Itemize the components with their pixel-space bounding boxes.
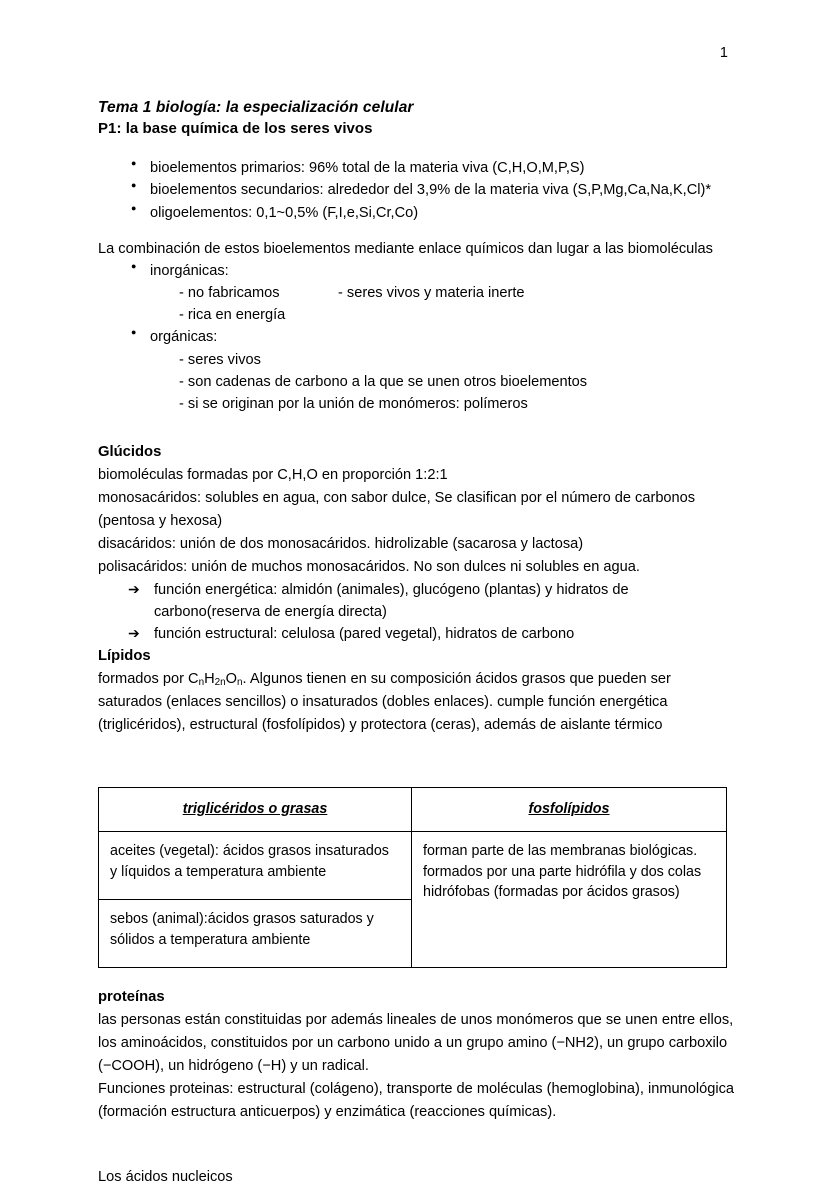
page-number: 1	[719, 45, 728, 61]
lipidos-heading: Lípidos	[98, 648, 151, 665]
proteinas-paragraph-2: Funciones proteinas: estructural (colágeno), transporte de moléculas (hemoglobina), inmunológica (formación estructura anticuerpos) y enzimática (reacciones químicas).	[98, 1080, 734, 1120]
table-header-row	[99, 787, 727, 831]
spacer	[98, 737, 738, 787]
table-cell-tallows: sebos (animal):ácidos grasos saturados y sólidos a temperatura ambiente	[99, 900, 412, 968]
glucidos-functions-list	[98, 579, 738, 646]
table-cell-phospholipids-description: forman parte de las membranas biológicas. formados por una parte hidrófila y dos colas hidrófobas (formadas por ácidos grasos)	[412, 832, 727, 968]
document-title: Tema 1 biología: la especialización celular	[98, 99, 414, 116]
table-header	[99, 787, 727, 831]
list-item: ● bioelementos primarios: 96% total de la materia viva (C,H,O,M,P,S)	[98, 157, 738, 179]
table-header-label: triglicéridos o grasas	[182, 800, 328, 817]
lipidos-formula-rest: . Algunos tienen en su composición ácidos grasos que pueden ser saturados (enlaces sencillos) o insaturados (dobles enlaces). cumple función energética (triglicéridos), estructural (fosfolípidos) y protectora (ceras), además de aislante térmico	[98, 670, 671, 733]
nucleic-acids-note: Los ácidos nucleicos	[98, 1168, 233, 1185]
lipidos-paragraph	[98, 668, 738, 737]
table-header-cell-phospholipids	[412, 787, 727, 831]
inorganic-detail-row	[98, 282, 738, 304]
proteinas-heading: proteínas	[98, 989, 165, 1006]
table-body	[99, 832, 727, 968]
organic-detail-1: - seres vivos	[179, 351, 261, 368]
glucidos-line-2: monosacáridos: solubles en agua, con sabor dulce, Se clasifican por el número de carbonos (pentosa y hexosa)	[98, 489, 696, 529]
lipidos-formula-sub-1: n	[198, 676, 205, 688]
biomolecules-list	[98, 260, 738, 282]
lipidos-formula-sub-3: n	[237, 676, 243, 688]
table-row	[99, 832, 727, 900]
spacer	[98, 1124, 738, 1166]
spacer	[98, 224, 738, 238]
inorganic-detail-col2: - seres vivos y materia inerte	[338, 285, 525, 302]
bioelements-list	[98, 157, 738, 224]
lipid-comparison-table	[98, 787, 727, 968]
list-item-arrow: ➔ función estructural: celulosa (pared vegetal), hidratos de carbono	[98, 623, 738, 645]
proteinas-paragraph-1: las personas están constituidas por además lineales de unos monómeros que se unen entre ellos, los aminoácidos, constituidos por un carbono unido a un grupo amino (−NH2), un grupo carboxilo (−COOH), un hidrógeno (−H) y un radical.	[98, 1011, 734, 1074]
list-item: ● bioelementos secundarios: alrededor del 3,9% de la materia viva (S,P,Mg,Ca,Na,K,Cl)*	[98, 179, 738, 201]
list-item-organic: ● orgánicas:	[98, 326, 738, 348]
spacer	[98, 139, 738, 157]
organic-detail-3: - si se originan por la unión de monómeros: polímeros	[179, 395, 528, 412]
document-subtitle: P1: la base química de los seres vivos	[98, 119, 373, 137]
lipidos-formula-mid-2: O	[225, 670, 238, 687]
glucidos-heading: Glúcidos	[98, 444, 162, 461]
table-header-label: fosfolípidos	[528, 800, 610, 817]
glucidos-line-4: polisacáridos: unión de muchos monosacáridos. No son dulces ni solubles en agua.	[98, 558, 640, 575]
spacer	[98, 415, 738, 441]
document-content	[98, 98, 738, 1189]
table-header-cell-triglycerides	[99, 787, 412, 831]
inorganic-detail-2: - rica en energía	[179, 307, 286, 324]
list-item-inorganic: ● inorgánicas:	[98, 260, 738, 282]
lipidos-formula-prefix: formados por C	[98, 670, 199, 687]
glucidos-line-1: biomoléculas formadas por C,H,O en proporción 1:2:1	[98, 466, 448, 483]
list-item: ● oligoelementos: 0,1~0,5% (F,I,e,Si,Cr,Co)	[98, 202, 738, 224]
lipidos-formula-sub-2: 2n	[214, 676, 226, 688]
inorganic-detail-col1: - no fabricamos	[179, 285, 280, 302]
list-item-arrow: ➔ función energética: almidón (animales), glucógeno (plantas) y hidratos de carbono(reserva de energía directa)	[98, 579, 738, 623]
biomolecules-list-organic	[98, 326, 738, 348]
glucidos-line-3: disacáridos: unión de dos monosacáridos. hidrolizable (sacarosa y lactosa)	[98, 535, 584, 552]
lipidos-formula-mid-1: H	[204, 670, 215, 687]
biomolecules-intro: La combinación de estos bioelementos mediante enlace químicos dan lugar a las biomoléculas	[98, 240, 713, 257]
organic-detail-2: - son cadenas de carbono a la que se unen otros bioelementos	[179, 373, 588, 390]
spacer	[98, 968, 738, 986]
table-cell-oils: aceites (vegetal): ácidos grasos insaturados y líquidos a temperatura ambiente	[99, 832, 412, 900]
